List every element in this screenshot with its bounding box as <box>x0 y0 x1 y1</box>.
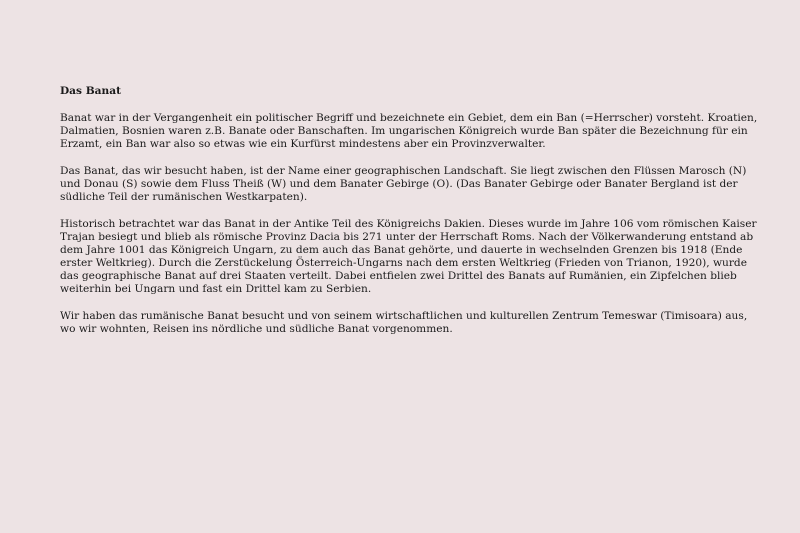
paragraph-geography: Das Banat, das wir besucht haben, ist der Name einer geographischen Landschaft. Sie liegt zwischen den Flüssen Marosch (N) und Donau (S) sowie dem Fluss Theiß (W) und dem Banater Gebirge (O). (Das Banater Gebirge oder Banater Bergland ist der südliche Teil der rumänischen Westkarpaten). <box>60 165 747 203</box>
paragraph-history: Historisch betrachtet war das Banat in der Antike Teil des Königreichs Dakien. Dieses wurde im Jahre 106 vom römischen Kaiser Trajan besiegt und blieb als römische Provinz Dacia bis 271 unter der Herrschaft Roms. Nach der Völkerwanderung entstand ab dem Jahre 1001 das Königreich Ungarn, zu dem auch das Banat gehörte, und dauerte in wechselnden Grenzen bis 1918 (Ende erster Weltkrieg). Durch die Zerstückelung Österreich-Ungarns nach dem ersten Weltkrieg (Frieden von Trianon, 1920), wurde das geographische Banat auf drei Staaten verteilt. Dabei entfielen zwei Drittel des Banats auf Rumänien, ein Zipfelchen blieb weiterhin bei Ungarn und fast ein Drittel kam zu Serbien. <box>60 218 757 295</box>
page-title: Das Banat <box>60 85 121 97</box>
paragraph-ban-definition: Banat war in der Vergangenheit ein politischer Begriff und bezeichnete ein Gebiet, dem ein Ban (=Herrscher) vorsteht. Kroatien, Dalmatien, Bosnien waren z.B. Banate oder Banschaften. Im ungarischen Königreich wurde Ban später die Bezeichnung für ein Erzamt, ein Ban war also so etwas wie ein Kurfürst mindestens aber ein Provinzverwalter. <box>60 112 758 150</box>
paragraph-visit: Wir haben das rumänische Banat besucht und von seinem wirtschaftlichen und kulturellen Zentrum Temeswar (Timisoara) aus, wo wir wohnten, Reisen ins nördliche und südliche Banat vorgenommen. <box>60 310 748 335</box>
